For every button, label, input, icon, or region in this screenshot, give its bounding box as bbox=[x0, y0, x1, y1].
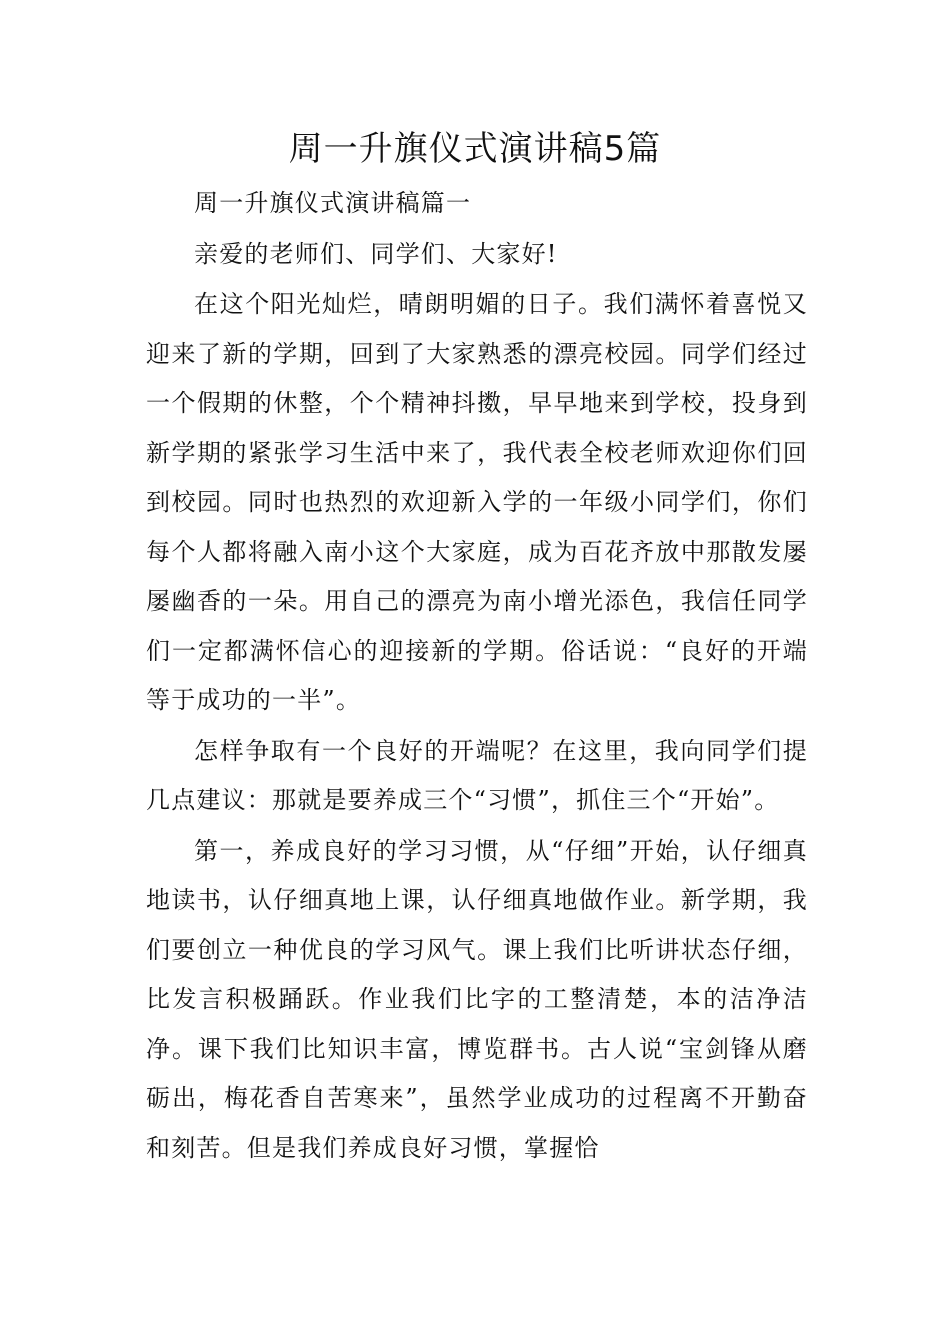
document-body bbox=[146, 179, 808, 1174]
greeting-line: 亲爱的老师们、同学们、大家好! bbox=[194, 239, 558, 268]
document-title: 周一升旗仪式演讲稿5篇 bbox=[288, 129, 662, 169]
paragraph-2: 怎样争取有一个良好的开端呢？在这里，我向同学们提几点建议：那就是要养成三个“习惯”，抓住三个“开始”。 bbox=[146, 736, 808, 814]
section-heading: 周一升旗仪式演讲稿篇一 bbox=[194, 189, 472, 217]
paragraph-1: 在这个阳光灿烂，晴朗明媚的日子。我们满怀着喜悦又迎来了新的学期，回到了大家熟悉的漂亮校园。同学们经过一个假期的休整，个个精神抖擞，早早地来到学校，投身到新学期的紧张学习生活中来了，我代表全校老师欢迎你们回到校园。同时也热烈的欢迎新入学的一年级小同学们，你们每个人都将融入南小这个大家庭，成为百花齐放中那散发屡屡幽香的一朵。用自己的漂亮为南小增光添色，我信任同学们一定都满怀信心的迎接新的学期。俗话说：“良好的开端等于成功的一半”。 bbox=[146, 290, 808, 714]
paragraph-3: 第一，养成良好的学习习惯，从“仔细”开始，认仔细真地读书，认仔细真地上课，认仔细真地做作业。新学期，我们要创立一种优良的学习风气。课上我们比听讲状态仔细，比发言积极踊跃。作业我们比字的工整清楚，本的洁净洁净。课下我们比知识丰富，博览群书。古人说“宝剑锋从磨砺出，梅花香自苦寒来”，虽然学业成功的过程离不开勤奋和刻苦。但是我们养成良好习惯，掌握恰 bbox=[146, 836, 808, 1162]
